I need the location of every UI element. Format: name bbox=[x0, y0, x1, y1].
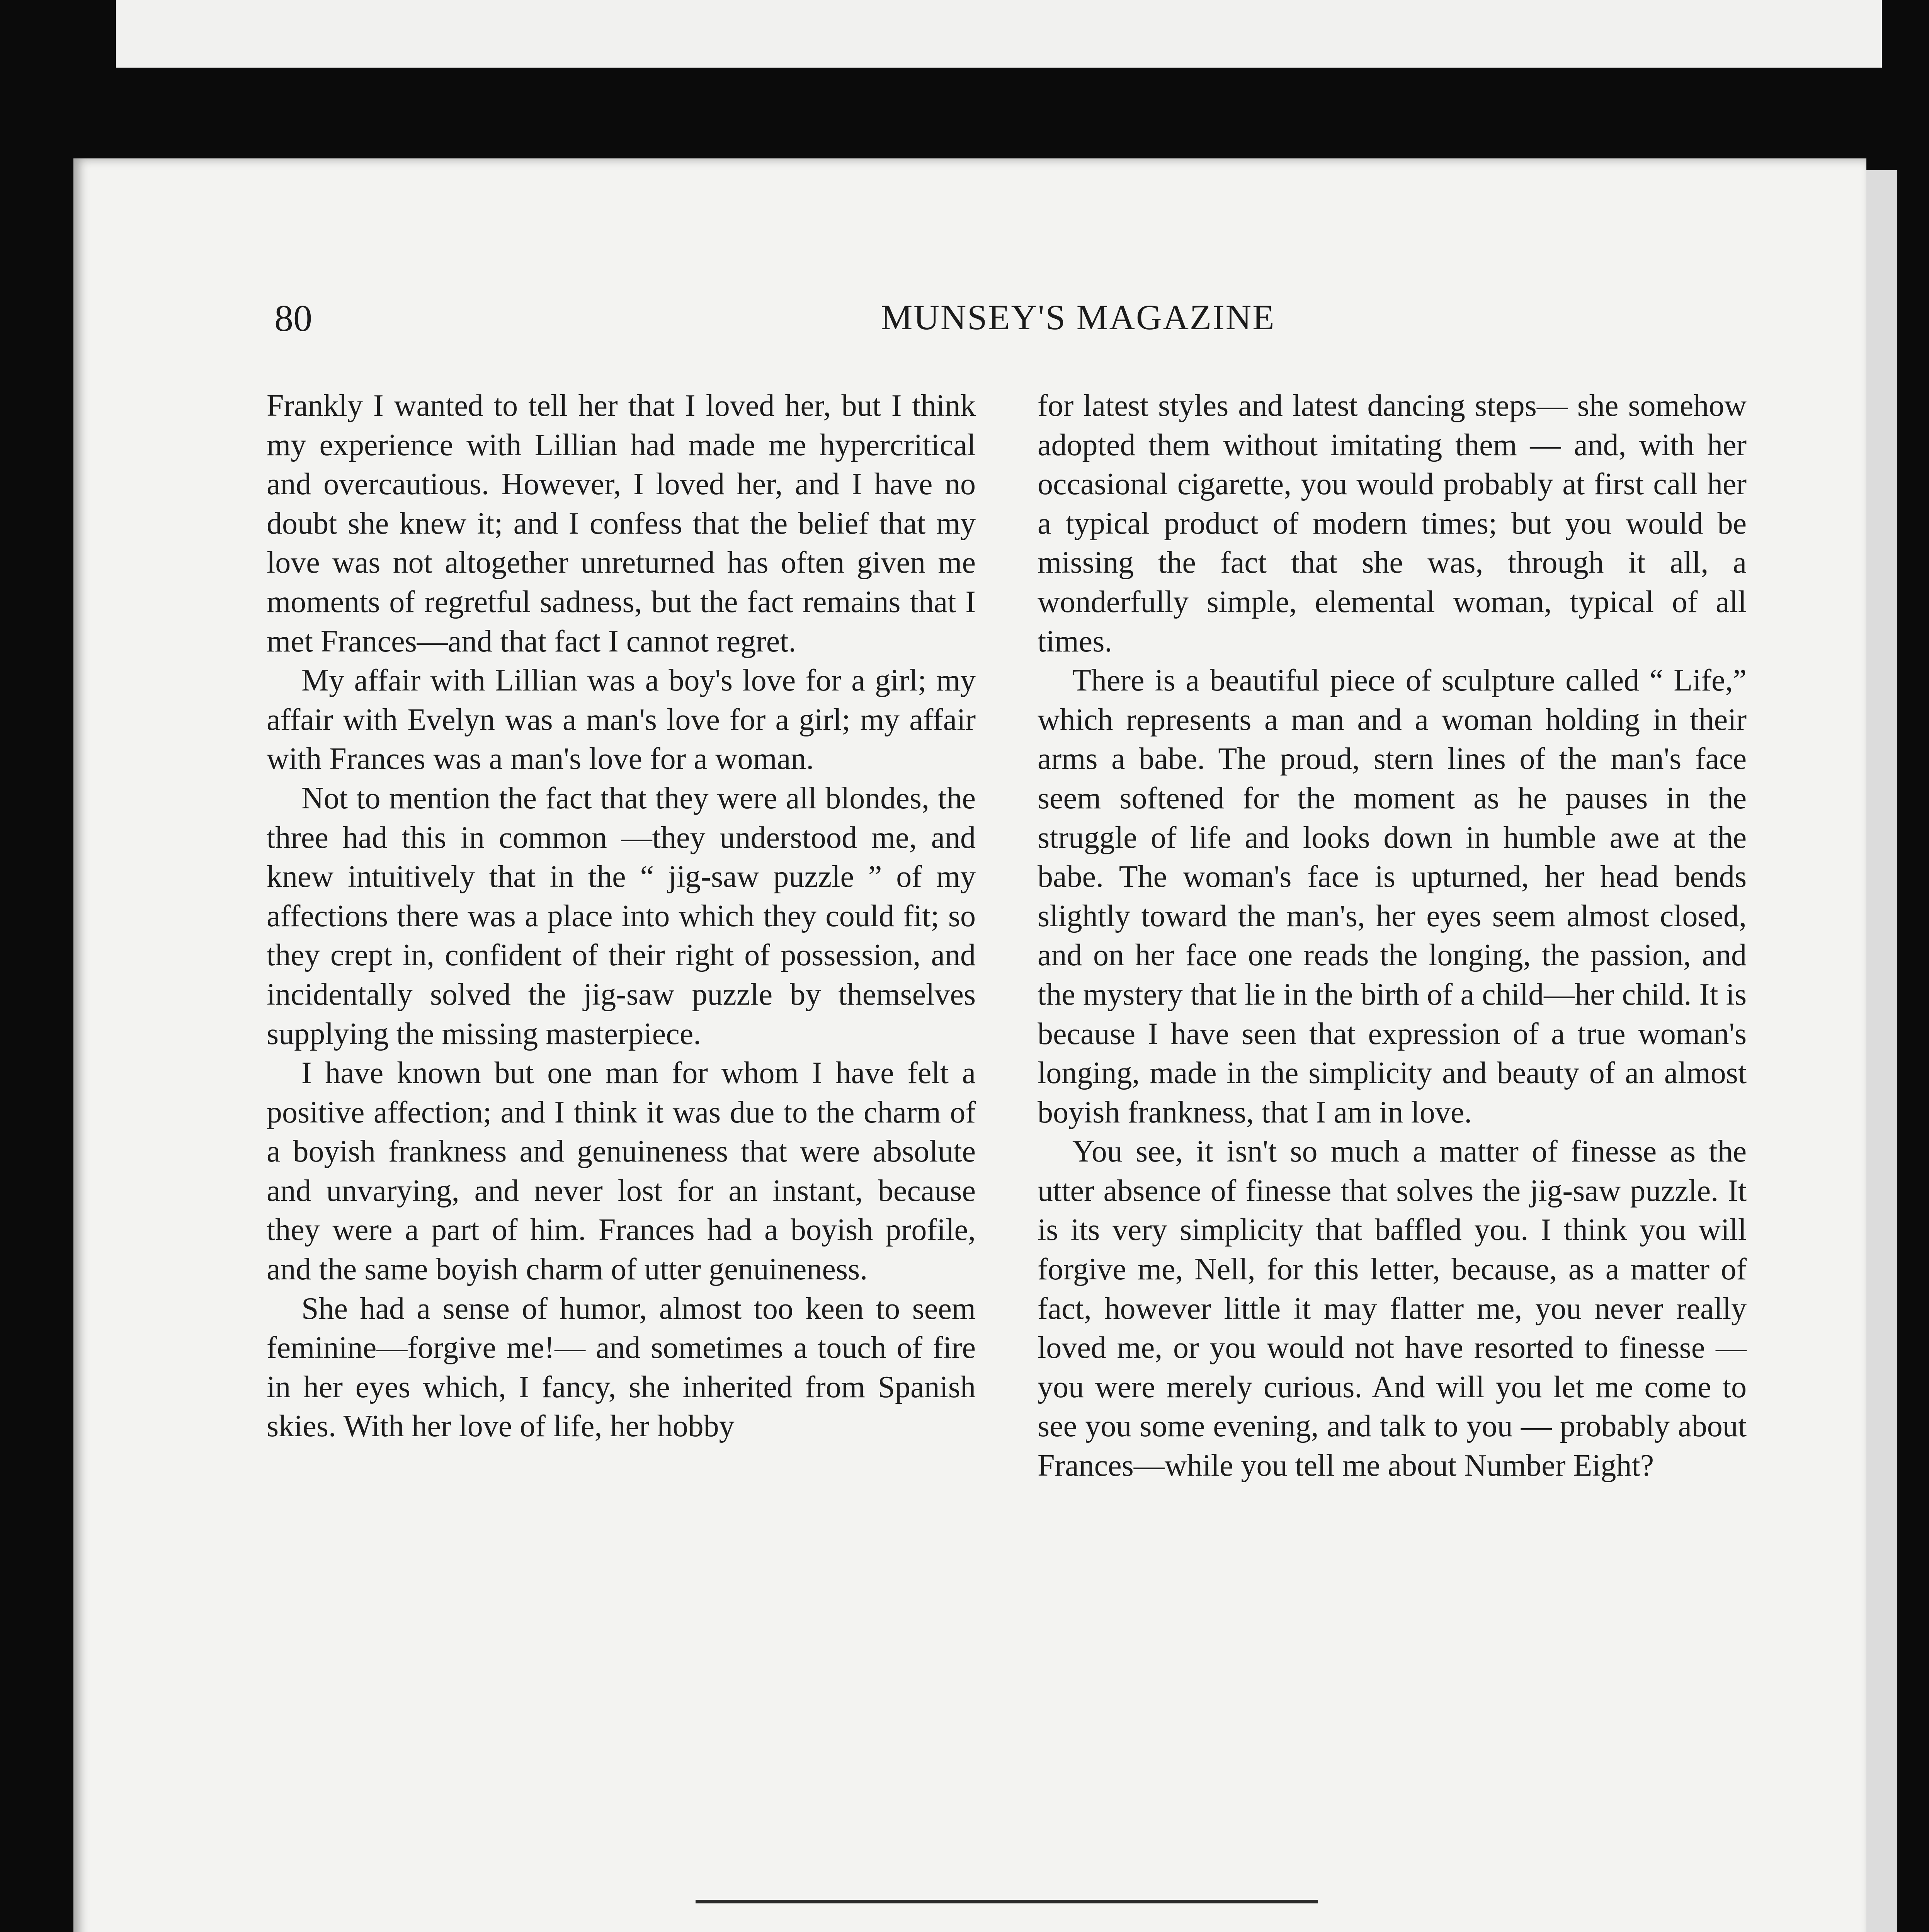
section-divider bbox=[696, 1900, 1318, 1903]
article-column-right bbox=[1038, 386, 1747, 1486]
article-paragraph: My affair with Lillian was a boy's love for a girl; my affair with Evelyn was a man's love for a girl; my affair with Frances was a man's love for a woman. bbox=[267, 663, 976, 776]
article-paragraph: for latest styles and latest dancing steps— she somehow adopted them without imitating them — and, with her occasional cigarette, you would probably at first call her a typical product of modern times; but you would be missing the fact that she was, through it all, a wonderfully simple, elemental woman, typical of all times. bbox=[1038, 389, 1747, 658]
previous-page-edge bbox=[116, 0, 1882, 68]
magazine-page bbox=[73, 158, 1866, 1932]
article-paragraph: Not to mention the fact that they were all blondes, the three had this in common —they understood me, and knew intuitively that in the “ jig-saw puzzle ” of my affections there was a place into which they could fit; so they crept in, confident of their right of possession, and incidentally solved the jig-saw puzzle by themselves supplying the missing masterpiece. bbox=[267, 781, 976, 1051]
article-paragraph: I have known but one man for whom I have felt a positive affection; and I think it was due to the charm of a boyish frankness and genuineness that were absolute and unvarying, and never lost for an instant, because they were a part of him. Frances had a boyish profile, and the same boyish charm of utter genuineness. bbox=[267, 1056, 976, 1287]
article-paragraph: You see, it isn't so much a matter of finesse as the utter absence of finesse that solves the jig-saw puzzle. It is its very simplicity that baffled you. I think you will forgive me, Nell, for this letter, because, as a matter of fact, however little it may flatter me, you never really loved me, or you would not have resorted to finesse — you were merely curious. And will you let me come to see you some evening, and talk to you — probably about Frances—while you tell me about Number Eight? bbox=[1038, 1134, 1747, 1483]
facing-page-edge bbox=[1866, 170, 1897, 1932]
article-column-left bbox=[267, 386, 976, 1446]
article-paragraph: There is a beautiful piece of sculpture called “ Life,” which represents a man and a woman holding in their arms a babe. The proud, stern lines of the man's face seem softened for the moment as he pauses in the struggle of life and looks down in humble awe at the babe. The woman's face is upturned, her head bends slightly toward the man's, her eyes seem almost closed, and on her face one reads the longing, the passion, and the mystery that lie in the birth of a child—her child. It is because I have seen that expression of a true woman's longing, made in the simplicity and beauty of an almost boyish frankness, that I am in love. bbox=[1038, 663, 1747, 1129]
page-number: 80 bbox=[274, 298, 312, 339]
article-paragraph: Frankly I wanted to tell her that I loved her, but I think my experience with Lillian had made me hypercritical and overcautious. However, I loved her, and I have no doubt she knew it; and I confess that the belief that my love was not altogether unreturned has often given me moments of regretful sadness, but the fact remains that I met Frances—and that fact I cannot regret. bbox=[267, 389, 976, 658]
running-head: MUNSEY'S MAGAZINE bbox=[881, 298, 1276, 337]
article-paragraph: She had a sense of humor, almost too keen to seem feminine—forgive me!— and sometimes a touch of fire in her eyes which, I fancy, she inherited from Spanish skies. With her love of life, her hobby bbox=[267, 1291, 976, 1444]
